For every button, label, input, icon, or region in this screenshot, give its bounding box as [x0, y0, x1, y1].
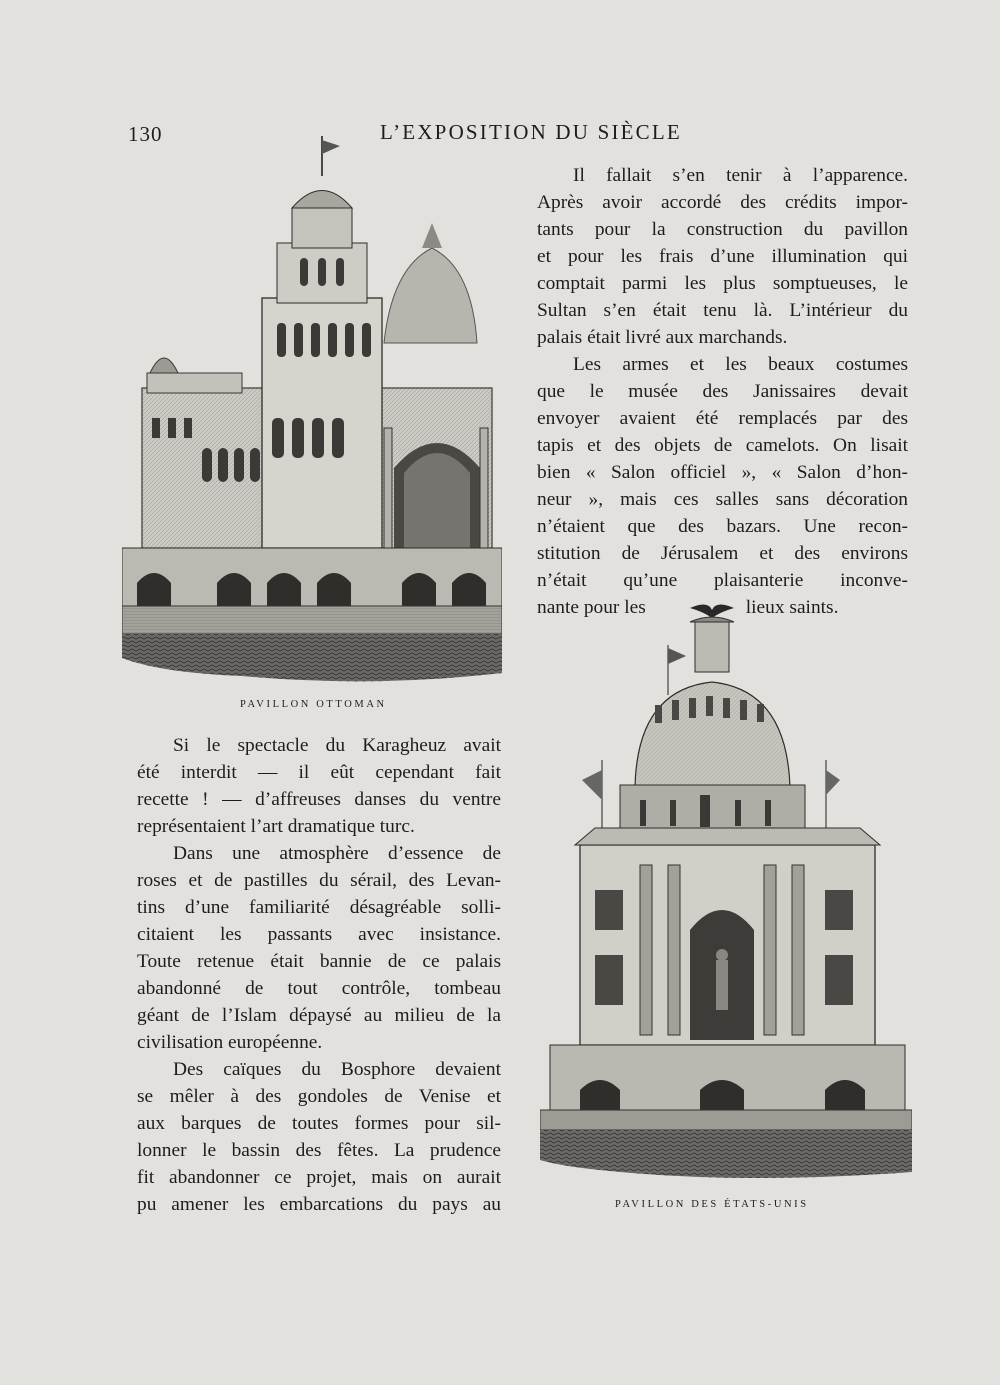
text-line: envoyer avaient été remplacés par des [537, 408, 908, 429]
text-line: tins d’une familiarité désagréable solli- [137, 897, 501, 918]
text-line: géant de l’Islam dépaysé au milieu de la [137, 1005, 501, 1026]
text-line: Toute retenue était bannie de ce palais [137, 951, 501, 972]
text-line: roses et de pastilles du sérail, des Levan- [137, 870, 501, 891]
text-line: se mêler à des gondoles de Venise et [137, 1086, 501, 1107]
text-line: palais était livré aux marchands. [537, 327, 788, 348]
text-line: et pour les frais d’une illumination qui [537, 246, 908, 267]
text-line: neur », mais ces salles sans décoration [537, 489, 908, 510]
text-line: tants pour la construction du pavillon [537, 219, 908, 240]
text-line: n’était qu’une plaisanterie inconve- [537, 570, 908, 591]
text-line: Des caïques du Bosphore devaient [173, 1059, 501, 1080]
text-fragment: lieux saints. [745, 597, 839, 618]
text-line: bien « Salon officiel », « Salon d’hon- [537, 462, 908, 483]
figure-caption-us: PAVILLON DES ÉTATS-UNIS [615, 1199, 809, 1210]
text-line: été interdit — il eût cependant fait [137, 762, 501, 783]
text-line: abandonné de tout contrôle, tombeau [137, 978, 501, 999]
figure-caption-ottoman: PAVILLON OTTOMAN [240, 699, 387, 710]
text-line: civilisation européenne. [137, 1032, 323, 1053]
text-line: Dans une atmosphère d’essence de [173, 843, 501, 864]
text-line: tapis et des objets de camelots. On lisait [537, 435, 908, 456]
text-line: que le musée des Janissaires devait [537, 381, 908, 402]
text-line: n’étaient que des bazars. Une recon- [537, 516, 908, 537]
text-line: pu amener les embarcations du pays au [137, 1194, 501, 1215]
right-column-text [537, 162, 908, 621]
text-line: Si le spectacle du Karagheuz avait [173, 735, 501, 756]
text-line: recette ! — d’affreuses danses du ventre [137, 789, 501, 810]
text-line: lonner le bassin des fêtes. La prudence [137, 1140, 501, 1161]
text-line: représentaient l’art dramatique turc. [137, 816, 415, 837]
text-line: stitution de Jérusalem et des environs [537, 543, 908, 564]
text-line: comptait parmi les plus somptueuses, le [537, 273, 908, 294]
page-number: 130 [128, 122, 163, 146]
text-fragment: nante pour les [537, 597, 646, 618]
text-line: fit abandonner ce projet, mais on aurait [137, 1167, 501, 1188]
text-line: citaient les passants avec insistance. [137, 924, 501, 945]
ottoman-pavilion-engraving [122, 128, 502, 688]
text-line-final [537, 594, 908, 621]
text-line: aux barques de toutes formes pour sil- [137, 1113, 501, 1134]
us-pavilion-engraving [540, 600, 912, 1180]
left-column-text [137, 732, 501, 1218]
running-title: L’EXPOSITION DU SIÈCLE [380, 120, 682, 144]
text-line: Il fallait s’en tenir à l’apparence. [573, 165, 908, 186]
text-line: Après avoir accordé des crédits impor- [537, 192, 908, 213]
text-line: Les armes et les beaux costumes [573, 354, 908, 375]
text-line: Sultan s’en était tenu là. L’intérieur du [537, 300, 908, 321]
